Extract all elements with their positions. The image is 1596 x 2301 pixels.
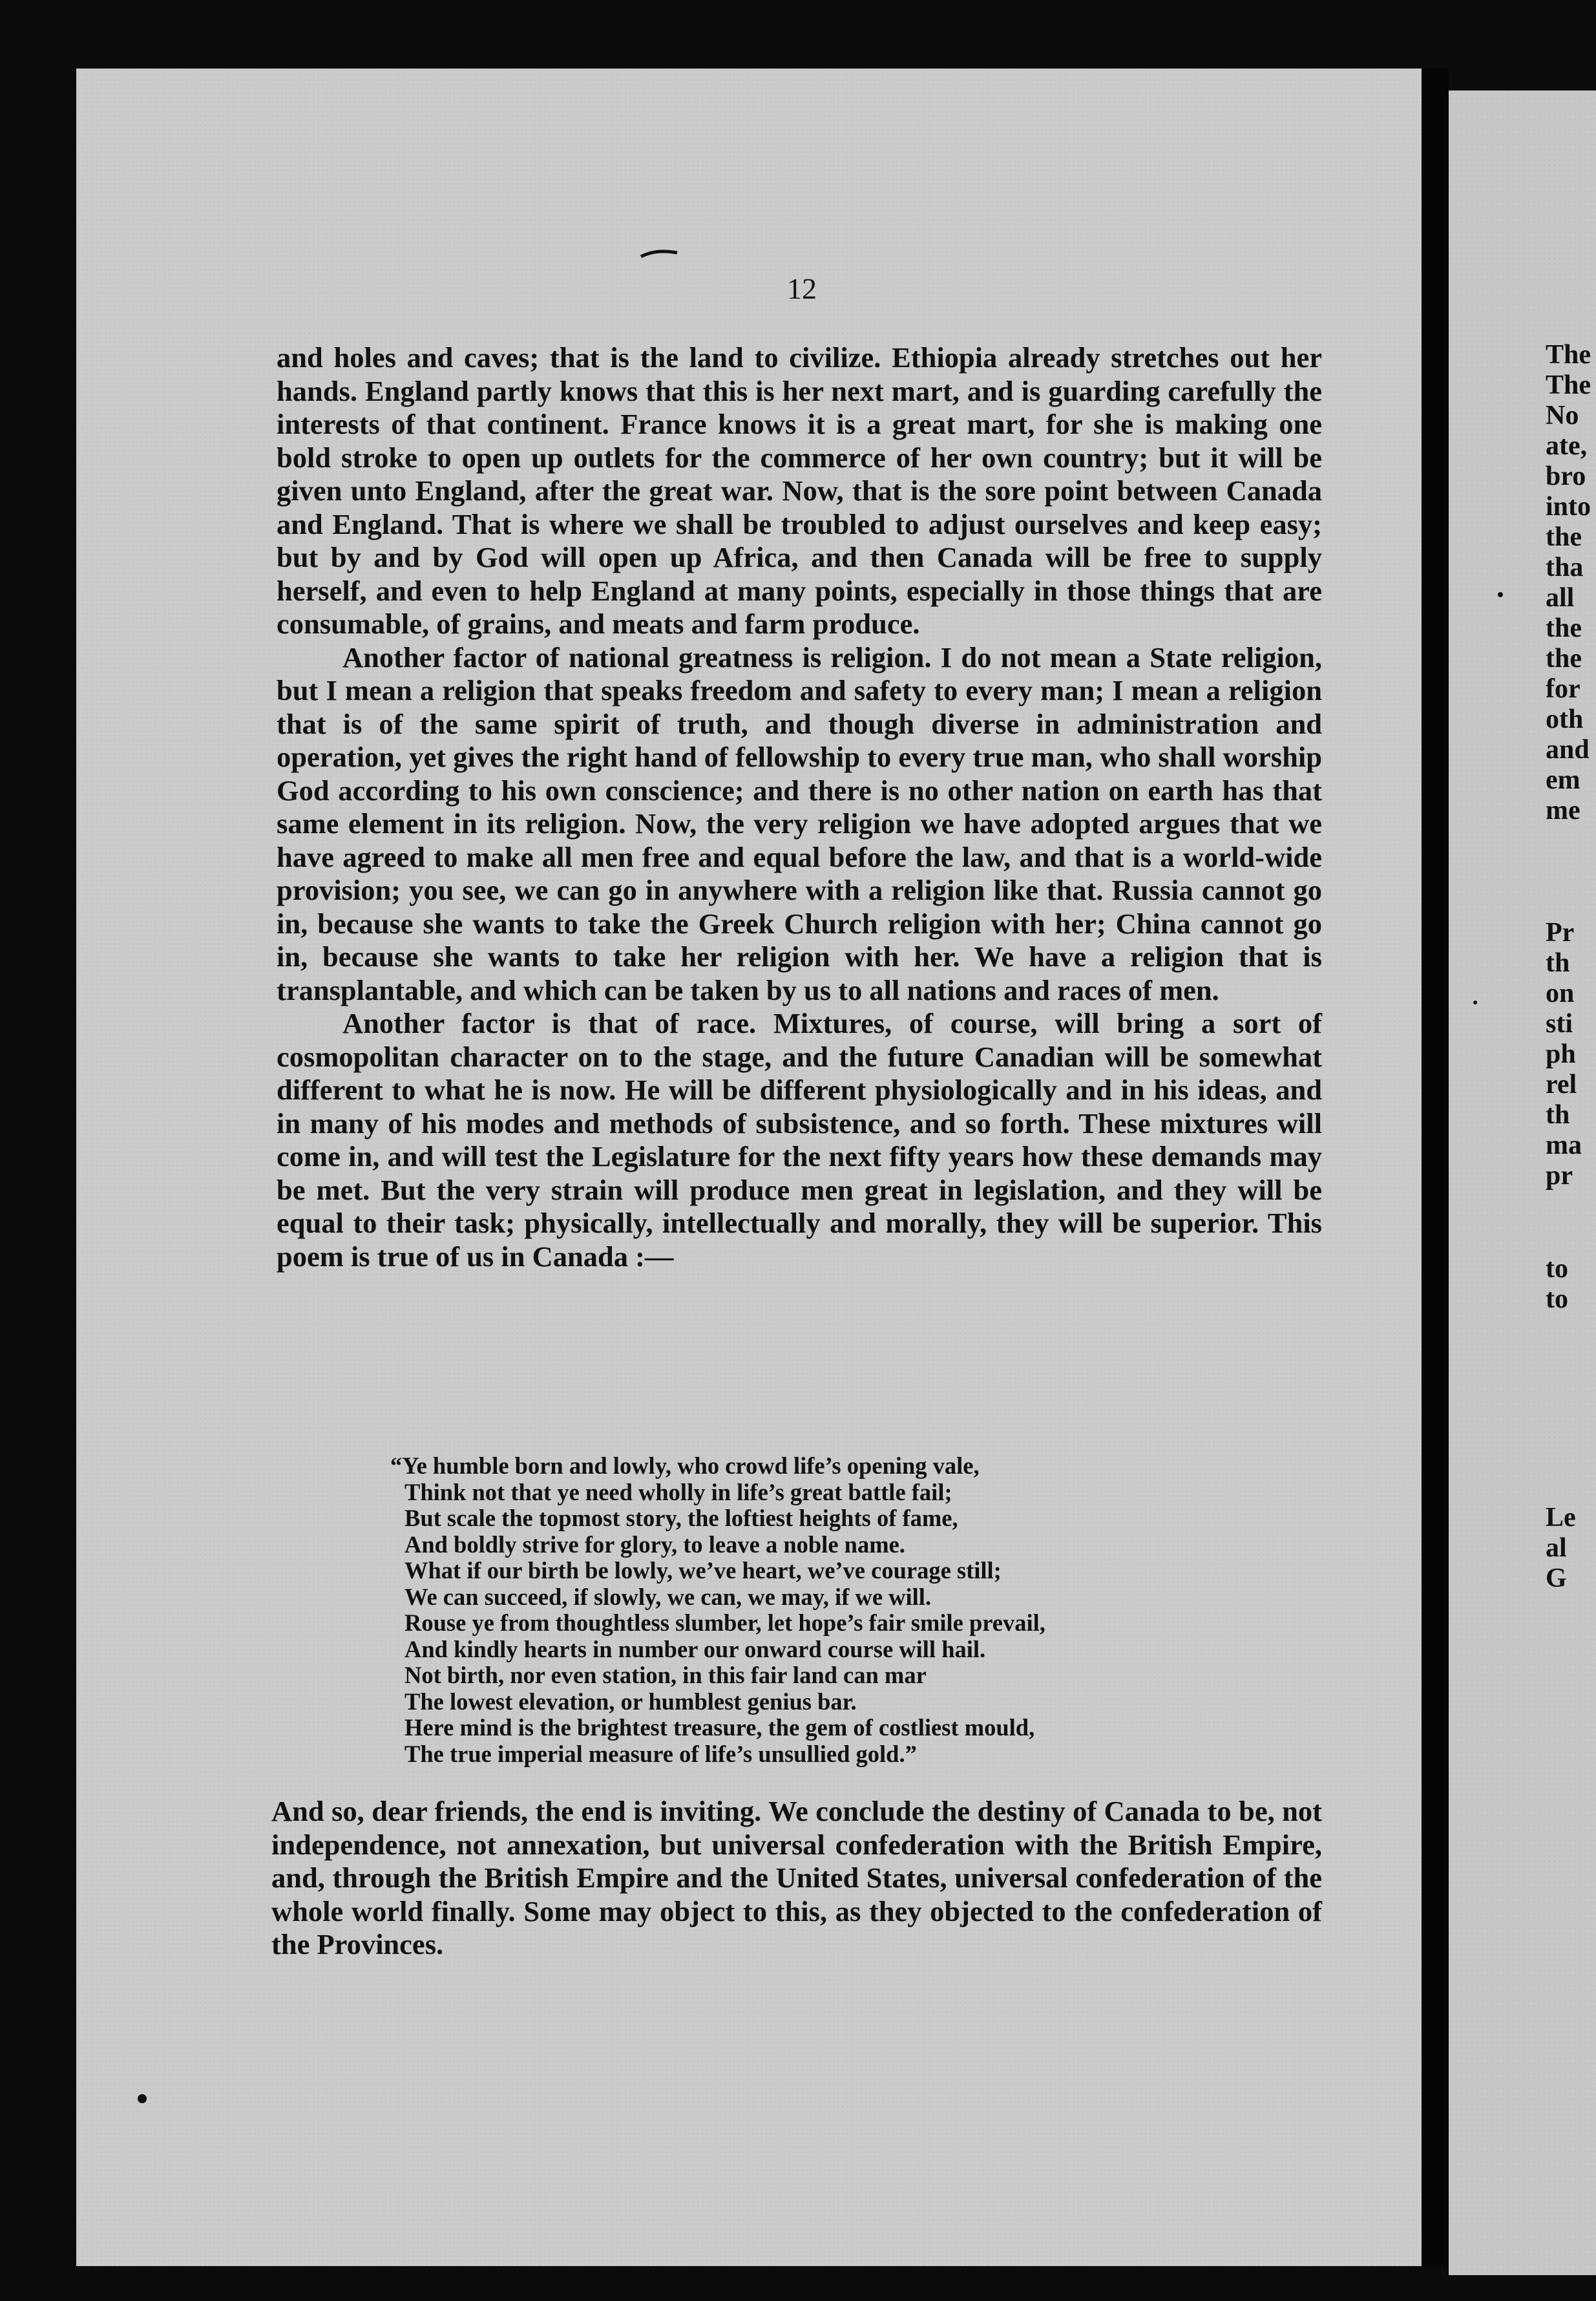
poem-line: The lowest elevation, or humblest genius bar. [404,1688,857,1715]
facing-fragment: the [1546,522,1582,552]
poem-line: Not birth, nor even station, in this fair land can mar [404,1662,927,1688]
facing-fragment: th [1546,948,1570,978]
paragraph-religion: Another factor of national greatness is religion. I do not mean a State religion, but I mean a religion that speaks freedom and safety to every man; I mean a religion that is of the same spirit of truth, and though diverse in administration and operation, yet gives the right hand of fellowship to every true man, who shall worship God according to his own conscience; and there is no other nation on earth has that same element in its religion. Now, the very religion we have adopted argues that we have agreed to make all men free and equal before the law, and that is a world-wide provision; you see, we can go in anywhere with a religion like that. Russia cannot go in, because she wants to take the Greek Church religion with her; China cannot go in, because she wants to take her religion with her. We have a religion that is transplantable, and which can be taken by us to all nations and races of men. [277,641,1322,1006]
facing-fragment: ate, [1546,431,1588,461]
paragraph-race: Another factor is that of race. Mixtures, of course, will bring a sort of cosmopolitan character on to the stage, and the future Canadian will be somewhat different to what he is now. He will be different physiologically and in his ideas, and in many of his modes and methods of subsistence, and so forth. These mixtures will come in, and will test the Legislature for the next fifty years how these demands may be met. But the very strain will produce men great in legislation, and they will be equal to their task; physically, intellectually and morally, they will be superior. This poem is true of us in Canada :— [277,1007,1322,1273]
body-text [277,341,1322,1273]
facing-fragment: ma [1546,1130,1582,1160]
facing-fragment: al [1546,1533,1567,1563]
poem-line: And boldly strive for glory, to leave a noble name. [404,1531,905,1558]
poem-line: But scale the topmost story, the loftiest heights of fame, [404,1505,958,1531]
ink-speck [1473,1001,1477,1004]
facing-fragment: oth [1546,705,1584,734]
facing-fragment: The [1546,370,1591,400]
ink-speck [138,2094,147,2103]
facing-fragment: all [1546,583,1575,613]
paragraph-africa: and holes and caves; that is the land to civilize. Ethiopia already stretches out her hands. England partly knows that this is her next mart, and is guarding carefully the interests of that continent. France knows it is a great mart, for she is making one bold stroke to open up outlets for the commerce of her own country; but it will be given unto England, after the great war. Now, that is the sore point between Canada and England. That is where we shall be troubled to adjust ourselves and keep easy; but by and by God will open up Africa, and then Canada will be free to supply herself, and even to help England at many points, especially in those things that are consumable, of grains, and meats and farm produce. [277,341,1322,640]
facing-fragment: Le [1546,1503,1576,1532]
facing-fragment: to [1546,1284,1568,1314]
facing-fragment: to [1546,1254,1568,1284]
facing-fragment: th [1546,1100,1570,1130]
facing-fragment: Pr [1546,918,1575,948]
facing-fragment: for [1546,674,1580,704]
poem-line: Here mind is the brightest treasure, the gem of costliest mould, [404,1714,1035,1741]
facing-fragment: rel [1546,1070,1577,1099]
facing-fragment: into [1546,492,1591,522]
facing-fragment: on [1546,979,1575,1008]
facing-fragments-1 [1546,340,1591,826]
page-number: 12 [787,272,817,305]
facing-fragment: and [1546,735,1590,765]
page-gutter [1422,69,1449,2266]
poem-line: And kindly hearts in number our onward course will hail. [404,1635,986,1662]
facing-fragment: bro [1546,461,1586,491]
poem-line: Think not that ye need wholly in life’s great battle fail; [404,1478,952,1505]
poem-line: Rouse ye from thoughtless slumber, let hope’s fair smile prevail, [404,1609,1045,1636]
facing-fragment: me [1546,796,1580,825]
facing-fragments-3 [1546,1254,1568,1315]
facing-fragment: the [1546,644,1582,673]
facing-fragment: em [1546,765,1580,795]
poem-line: We can succeed, if slowly, we can, we may, if we will. [404,1583,932,1610]
facing-fragments-2 [1546,918,1582,1191]
facing-fragment: the [1546,613,1582,643]
facing-fragment: G [1546,1564,1567,1593]
poem-line: “Ye humble born and lowly, who crowd life’s opening vale, [390,1452,980,1479]
poem-line: The true imperial measure of life’s unsullied gold.” [404,1740,917,1767]
poem-line: What if our birth be lowly, we’ve heart, we’ve courage still; [404,1557,1002,1584]
poem [390,1453,1295,1767]
facing-fragment: The [1546,340,1591,370]
facing-fragments-4 [1546,1503,1576,1594]
facing-fragment: sti [1546,1009,1573,1039]
closing-paragraph: And so, dear friends, the end is inviting. We conclude the destiny of Canada to be, not independence, not annexation, but universal confederation with the British Empire, and, through the British Empire and the United States, universal confederation of the whole world finally. Some may object to this, as they objected to the confederation of the Provinces. [271,1795,1322,1960]
ink-mark [640,249,678,258]
facing-fragment: No [1546,401,1579,430]
facing-fragment: tha [1546,553,1584,582]
ink-speck [1498,592,1503,597]
facing-fragment: pr [1546,1161,1573,1191]
facing-fragment: ph [1546,1039,1576,1069]
